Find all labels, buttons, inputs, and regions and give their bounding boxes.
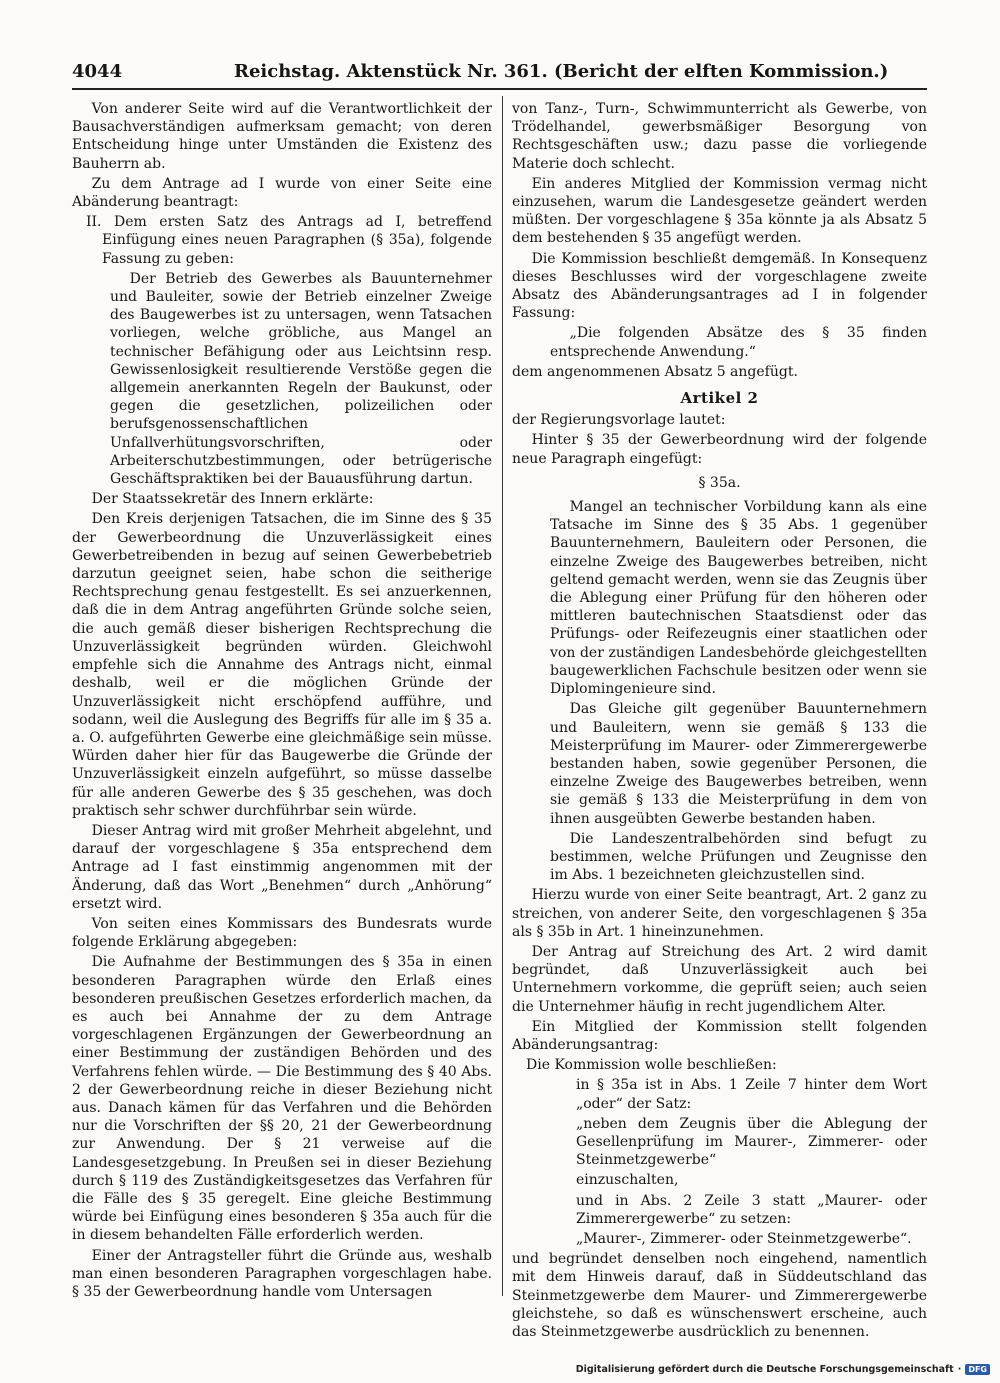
page-header [72, 58, 927, 90]
paragraph: Ein Mitglied der Kommission stellt folgenden Abänderungsantrag: [512, 1018, 927, 1053]
paragraph: Die Kommission wolle beschließen: [526, 1057, 777, 1074]
paragraph: Die Kommission beschließt demgemäß. In Konsequenz dieses Beschlusses wird der vorgeschlagene zweite Absatz des Abänderungsantrages ad I in folgender Fassung: [512, 250, 927, 322]
paragraph: Von anderer Seite wird auf die Verantwortlichkeit der Bausachverständigen aufmerksam gemacht; von deren Entscheidung hinge unter Umständen die Existenz des Bauherrn ab. [72, 101, 492, 172]
paragraph: einzuschalten, [576, 1172, 679, 1189]
paragraph: Einer der Antragsteller führt die Gründe aus, weshalb man einen besonderen Paragraphen vorgeschlagen habe. § 35 der Gewerbeordnung handle vom Untersagen [72, 1247, 492, 1300]
paragraph: Ein anderes Mitglied der Kommission vermag nicht einzusehen, warum die Landesgesetze geändert werden müßten. Der vorgeschlagene § 35a könnte ja als Absatz 5 dem bestehenden § 35 angefügt werden. [512, 175, 927, 247]
paragraph: „neben dem Zeugnis über die Ablegung der Gesellenprüfung im Maurer-, Zimmerer- oder Steinmetzgewerbe“ [576, 1115, 927, 1169]
paragraph: Der Betrieb des Gewerbes als Bauunternehmer und Bauleiter, sowie der Betrieb einzelner Zweige des Baugewerbes ist zu untersagen, wenn Tatsachen vorliegen, welche gröbliche, aus Mangel an technischer Befähigung oder aus Leichtsinn resp. Gewissenlosigkeit resultierende Verstöße gegen die allgemein anerkannten Regeln der Baukunst, oder gegen die gesetzlichen, polizeilichen oder berufsgenossenschaftlichen Unfallverhütungsvorschriften, oder Arbeiterschutzbestimmungen, oder betrügerische Geschäftspraktiken bei der Bauausführung dartun. [110, 270, 492, 488]
paragraph: und begründet denselben noch eingehend, namentlich mit dem Hinweis darauf, daß in Süddeutschland das Steinmetzgewerbe dem Maurer- und Zimmerergewerbe gleichstehe, so daß es wünschenswert erscheine, auch das Steinmetzgewerbe ausdrücklich zu benennen. [512, 1251, 927, 1340]
paragraph: Artikel 2 [680, 389, 759, 408]
paragraph: II. Dem ersten Satz des Antrags ad I, betreffend Einfügung eines neuen Paragraphen (§ 35a), folgende Fassung zu geben: [86, 214, 492, 267]
paragraph: Hierzu wurde von einer Seite beantragt, Art. 2 ganz zu streichen, von anderer Seite, den vorgeschlagenen § 35a als § 35b in Art. 1 hineinzunehmen. [512, 887, 927, 940]
left-column [72, 100, 492, 1310]
paragraph: „Die folgenden Absätze des § 35 finden entsprechende Anwendung.“ [550, 325, 927, 360]
page-title: Reichstag. Aktenstück Nr. 361. (Bericht der elften Kommission.) [234, 61, 889, 82]
paragraph: Das Gleiche gilt gegenüber Bauunternehmern und Bauleitern, wenn sie gemäß § 133 die Meisterprüfung im Maurer- oder Zimmerergewerbe bestanden haben, sowie gegenüber Personen, die einzelne Zweige des Baugewerbes betreiben, wenn sie gemäß § 133 die Meisterprüfung in dem von ihnen ausgeübten Gewerbe bestanden haben. [550, 701, 927, 827]
paragraph: „Maurer-, Zimmerer- oder Steinmetzgewerbe“. [576, 1230, 912, 1247]
right-column [512, 100, 927, 1340]
paragraph: Die Aufnahme der Bestimmungen des § 35a in einen besonderen Paragraphen würde den Erlaß eines besonderen preußischen Gesetzes erforderlich machen, da es auch bei Annahme der zu dem Antrage vorgeschlagenen Ergänzungen der Gewerbeordnung an einer Bestimmung der zuständigen Behörden und des Verfahrens fehlen würde. — Die Bestimmung des § 40 Abs. 2 der Gewerbeordnung reiche in dieser Beziehung nicht aus. Danach kämen für das Verfahren und die Behörden nur die Vorschriften der §§ 20, 21 der Gewerbeordnung zur Anwendung. Der § 21 verweise auf die Landesgesetzgebung. In Preußen sei in dieser Beziehung durch § 119 des Zuständigkeitsgesetzes das Verfahren für die Fälle des § 35 geregelt. Eine gleiche Bestimmung würde bei Einfügung eines besonderen § 35a auch für die in diesem behandelten Fälle erforderlich werden. [72, 954, 492, 1244]
paragraph: Dieser Antrag wird mit großer Mehrheit abgelehnt, und darauf der vorgeschlagene § 35a entsprechend dem Antrage ad I fast einstimmig angenommen mit der Änderung, daß das Wort „Benehmen“ durch „Anhörung“ ersetzt wird. [72, 822, 492, 912]
paragraph: der Regierungsvorlage lautet: [512, 412, 726, 429]
paragraph: von Tanz-, Turn-, Schwimmunterricht als Gewerbe, von Trödelhandel, gewerbsmäßiger Besorgung von Rechtsgeschäften usw.; dazu passe die vorliegende Materie doch schlecht. [512, 101, 927, 172]
paragraph: Den Kreis derjenigen Tatsachen, die im Sinne des § 35 der Gewerbeordnung die Unzuverlässigkeit eines Gewerbetreibenden in bezug auf seinen Gewerbebetrieb darzutun geeignet seien, habe schon die seitherige Rechtsprechung genau festgestellt. Es sei anzuerkennen, daß die in dem Antrag angeführten Gründe solche seien, die auch gemäß dieser bisherigen Rechtsprechung die Unzuverlässigkeit begründen würden. Gleichwohl empfehle sich die Annahme des Antrags nicht, einmal deshalb, weil er die möglichen Gründe der Unzuverlässigkeit nicht erschöpfend aufführe, und sodann, weil die Auslegung des Begriffs für alle im § 35 a. a. O. aufgeführten Gewerbe eine gleichmäßige sein müsse. Würden daher hier für das Baugewerbe die Gründe der Unzuverlässigkeit einzeln aufgeführt, so müsse dasselbe für alle anderen Gewerbe des § 35 geschehen, was doch praktisch sehr schwer durchführbar sein würde. [72, 511, 492, 819]
page-number: 4044 [72, 61, 123, 82]
paragraph: Die Landeszentralbehörden sind befugt zu bestimmen, welche Prüfungen und Zeugnisse den im Abs. 1 bezeichneten gleichzustellen sind. [550, 830, 927, 884]
column-divider [502, 96, 503, 1296]
paragraph: Mangel an technischer Vorbildung kann als eine Tatsache im Sinne des § 35 Abs. 1 gegenüber Bauunternehmern, Bauleitern oder Personen, die einzelne Zweige des Baugewerbes betreiben, nicht geltend gemacht werden, wenn sie das Zeugnis über die Ablegung einer Prüfung für den höheren oder mittleren bautechnischen Staatsdienst oder das Prüfungs- oder Reifezeugnis einer staatlichen oder von der zuständigen Landesbehörde gleichgestellten baugewerklichen Fachschule besitzen oder wenn sie Diplomingenieure sind. [550, 499, 927, 698]
paragraph: Der Staatssekretär des Innern erklärte: [91, 491, 374, 508]
paragraph: § 35a. [698, 474, 741, 491]
footer-credit: Digitalisierung gefördert durch die Deutsche Forschungsgemeinschaft [575, 1364, 954, 1375]
paragraph: und in Abs. 2 Zeile 3 statt „Maurer- oder Zimmerergewerbe“ zu setzen: [576, 1192, 927, 1227]
paragraph: Zu dem Antrage ad I wurde von einer Seite eine Abänderung beantragt: [72, 175, 492, 211]
dfg-logo-icon: DFG [965, 1364, 990, 1375]
paragraph: in § 35a ist in Abs. 1 Zeile 7 hinter dem Wort „oder“ der Satz: [576, 1077, 927, 1112]
paragraph: Hinter § 35 der Gewerbeordnung wird der folgende neue Paragraph eingefügt: [512, 432, 927, 467]
paragraph: dem angenommenen Absatz 5 angefügt. [512, 363, 798, 380]
paragraph: Der Antrag auf Streichung des Art. 2 wird damit begründet, daß Unzuverlässigkeit auch bei Unternehmern vorkomme, die geprüft seien; auch seien die Unternehmer häufig in recht jugendlichem Alter. [512, 943, 927, 1015]
footer: Digitalisierung gefördert durch die Deutsche Forschungsgemeinschaft · DFG [576, 1364, 990, 1375]
paragraph: Von seiten eines Kommissars des Bundesrats wurde folgende Erklärung abgegeben: [72, 915, 492, 951]
